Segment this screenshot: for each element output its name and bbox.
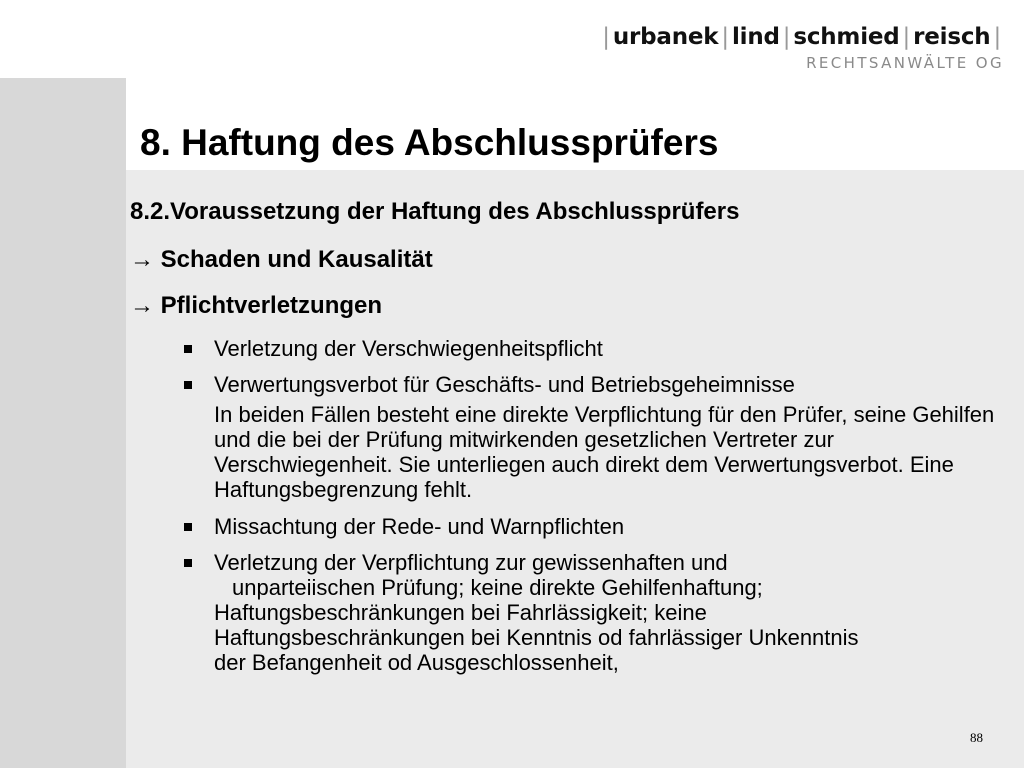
bullet-text-line: Haftungsbeschränkungen bei Kenntnis od fahrlässiger Unkenntnis [214,625,859,650]
logo-name-reisch: reisch [913,24,991,50]
bullet-item [130,336,1000,361]
bullet-text-line: der Befangenheit od Ausgeschlossenheit, [214,650,619,675]
logo-separator: | [782,24,791,50]
logo-separator: | [902,24,911,50]
arrow-item-pflichtverletzungen: → Pflichtverletzungen [130,292,383,319]
bullet-item [130,514,1000,539]
square-bullet-icon [184,559,192,567]
logo-subtitle: RECHTSANWÄLTE OG [806,54,1004,72]
bullet-text-line: Verletzung der Verpflichtung zur gewissenhaften und [214,550,728,575]
bullet-text: Verwertungsverbot für Geschäfts- und Betriebsgeheimnisse [214,372,795,397]
slide-body [130,196,1000,686]
bullet-item [130,550,1000,675]
page-number: 88 [970,730,983,745]
square-bullet-icon [184,381,192,389]
logo-separator: | [993,24,1001,50]
section-subheading: 8.2.Voraussetzung der Haftung des Abschlussprüfers [130,198,740,225]
logo-separator: | [602,24,610,50]
firm-logo [599,24,1004,72]
bullet-text: Missachtung der Rede- und Warnpflichten [214,514,625,539]
bullet-text: Verletzung der Verschwiegenheitspflicht [214,336,603,361]
bullet-list [130,336,1000,397]
logo-name-urbanek: urbanek [612,24,719,50]
slide-title: 8. Haftung des Abschlussprüfers [140,122,719,163]
square-bullet-icon [184,523,192,531]
arrow-item-schaden: → Schaden und Kausalität [130,246,433,273]
bullet-item [130,372,1000,397]
bullet-paragraph: In beiden Fällen besteht eine direkte Verpflichtung für den Prüfer, seine Gehilfen und die bei der Prüfung mitwirkenden gesetzlichen Vertreter zur Verschwiegenheit. Sie unterliegen auch direkt dem Verwertungsverbot. Eine Haftungsbegrenzung fehlt. [214,402,995,502]
logo-separator: | [721,24,729,50]
left-decorative-strip [0,78,126,768]
square-bullet-icon [184,345,192,353]
bullet-text-line: Haftungsbeschränkungen bei Fahrlässigkeit; keine [214,600,707,625]
logo-names [599,24,1004,50]
bullet-list [130,514,1000,675]
logo-name-schmied: schmied [793,24,900,50]
logo-name-lind: lind [731,24,780,50]
bullet-text-line: unparteiischen Prüfung; keine direkte Gehilfenhaftung; [232,575,763,600]
